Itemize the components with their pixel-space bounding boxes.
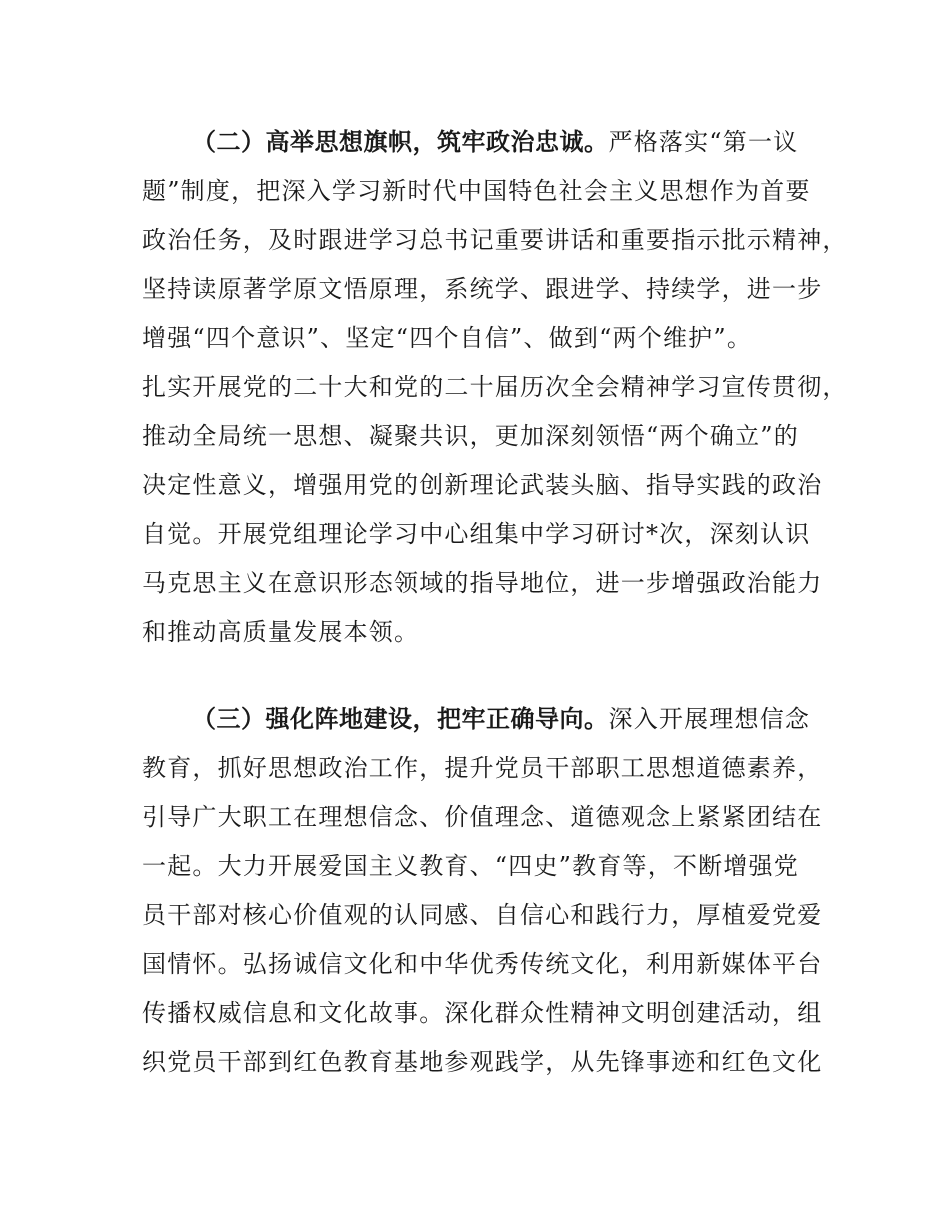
paragraph-three xyxy=(142,695,822,1087)
paragraph-line: 推动全局统一思想、凝聚共识，更加深刻领悟“两个确立”的 xyxy=(142,422,799,450)
document-body xyxy=(142,118,848,1087)
paragraph-line: 政治任务，及时跟进学习总书记重要讲话和重要指示批示精神， xyxy=(142,226,848,254)
paragraph-line: 马克思主义在意识形态领域的指导地位，进一步增强政治能力 xyxy=(142,569,823,597)
paragraph-line: 增强“四个意识”、坚定“四个自信”、做到“两个维护”。 xyxy=(142,324,753,352)
paragraph-spacer xyxy=(142,657,822,695)
paragraph-three-first-line xyxy=(142,695,822,744)
paragraph-line: 坚持读原著学原文悟原理，系统学、跟进学、持续学，进一步 xyxy=(142,275,823,303)
paragraph-line: 和推动高质量发展本领。 xyxy=(142,618,420,646)
paragraph-line: 教育，抓好思想政治工作，提升党员干部职工思想道德素养， xyxy=(142,754,823,782)
paragraph-two-first-line xyxy=(142,118,822,167)
paragraph-two xyxy=(142,118,848,657)
paragraph-line: 员干部对核心价值观的认同感、自信心和践行力，厚植爱党爱 xyxy=(142,901,823,929)
paragraph-line: 决定性意义，增强用党的创新理论武装头脑、指导实践的政治 xyxy=(142,471,823,499)
paragraph-line: 织党员干部到红色教育基地参观践学，从先锋事迹和红色文化 xyxy=(142,1048,823,1076)
paragraph-three-first-line-text: 深入开展理想信念 xyxy=(608,705,811,733)
paragraph-two-heading: （二）高举思想旗帜，筑牢政治忠诚。 xyxy=(192,128,609,156)
paragraph-three-heading: （三）强化阵地建设，把牢正确导向。 xyxy=(192,705,609,733)
paragraph-line: 题”制度，把深入学习新时代中国特色社会主义思想作为首要 xyxy=(142,177,811,205)
paragraph-line: 扎实开展党的二十大和党的二十届历次全会精神学习宣传贯彻， xyxy=(142,373,848,401)
paragraph-line: 引导广大职工在理想信念、价值理念、道德观念上紧紧团结在 xyxy=(142,803,823,831)
paragraph-line: 传播权威信息和文化故事。深化群众性精神文明创建活动，组 xyxy=(142,999,823,1027)
paragraph-line: 自觉。开展党组理论学习中心组集中学习研讨*次，深刻认识 xyxy=(142,520,811,548)
paragraph-two-first-line-text: 严格落实“第一议 xyxy=(608,128,799,156)
paragraph-line: 一起。大力开展爱国主义教育、“四史”教育等，不断增强党 xyxy=(142,852,799,880)
paragraph-line: 国情怀。弘扬诚信文化和中华优秀传统文化，利用新媒体平台 xyxy=(142,950,823,978)
